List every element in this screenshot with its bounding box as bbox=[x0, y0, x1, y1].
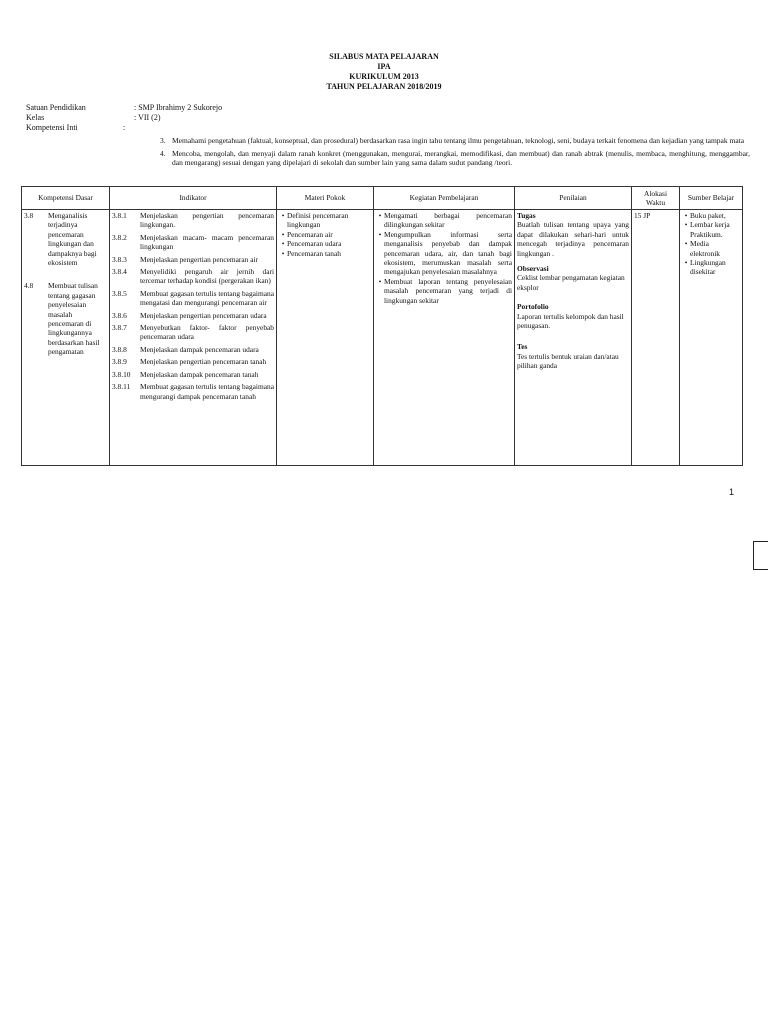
materi-cell bbox=[277, 210, 374, 466]
kegiatan-item: • Mengumpulkan informasi serta menganalisis penyebab dan dampak pencemaran udara, air, dan tanah bagi ekosistem, merumuskan masalah serta mengajukan penyelesaian masalahnya bbox=[378, 229, 512, 277]
materi-item: • Definisi pencemaran lingkungan bbox=[281, 211, 349, 230]
header-kd: Kompetensi Dasar bbox=[22, 187, 110, 210]
table-row bbox=[22, 210, 743, 466]
header-kegiatan: Kegiatan Pembelajaran bbox=[374, 187, 515, 210]
indikator-item: 3.8.8 Menjelaskan dampak pencemaran udara bbox=[112, 344, 259, 354]
title-line-3: KURIKULUM 2013 bbox=[349, 72, 419, 81]
sumber-item: • Lingkungan disekitar bbox=[684, 258, 726, 277]
page-number: 1 bbox=[729, 487, 735, 497]
ki-text: Mencoba, mengolah, dan menyaji dalam ranah konkret (menggunakan, mengurai, merangkai, memodifikasi, dan membuat) dan ranah abtrak (menulis, membaca, menghitung, menggambar, dan mengarang) sesuai dengan yang dipelajari di sekolah dan sumber lain yang sama dalam sudut pandang /teori. bbox=[172, 148, 750, 167]
materi-item: • Pencemaran air bbox=[281, 229, 333, 239]
sumber-cell bbox=[680, 210, 743, 466]
document-title bbox=[0, 52, 768, 92]
penilaian-heading: Tugas bbox=[517, 211, 536, 220]
penilaian-text: Laporan tertulis kelompok dan hasil penugasan. bbox=[517, 311, 624, 331]
satuan-label: Satuan Pendidikan bbox=[26, 103, 86, 112]
indikator-item: 3.8.11 Membuat gagasan tertulis tentang bagaimana mengurangi dampak pencemaran tanah bbox=[112, 382, 274, 401]
kd-item: 3.8 Menganalisis terjadinya pencemaran lingkungan dan dampaknya bagi ekosistem bbox=[24, 211, 97, 268]
title-line-1: SILABUS MATA PELAJARAN bbox=[329, 52, 439, 61]
penilaian-text: Ceklist lembar pengamatan kegiatan eksplor bbox=[517, 273, 625, 292]
satuan-value: : SMP Ibrahimy 2 Sukorejo bbox=[134, 103, 223, 112]
header-materi: Materi Pokok bbox=[277, 187, 374, 210]
penilaian-cell bbox=[515, 210, 632, 466]
ki-number: 4. bbox=[160, 148, 166, 158]
kelas-value: : VII (2) bbox=[134, 113, 161, 122]
indikator-item: 3.8.3 Menjelaskan pengertian pencemaran air bbox=[112, 254, 258, 264]
header-penilaian: Penilaian bbox=[515, 187, 632, 210]
syllabus-table bbox=[21, 186, 743, 466]
indikator-item: 3.8.6 Menjelaskan pengertian pencemaran udara bbox=[112, 310, 267, 320]
kelas-label: Kelas bbox=[26, 113, 45, 122]
title-line-4: TAHUN PELAJARAN 2018/2019 bbox=[326, 82, 442, 91]
penilaian-heading: Observasi bbox=[517, 264, 549, 274]
ki-item bbox=[160, 136, 750, 146]
ki-colon: : bbox=[123, 123, 126, 132]
indikator-item: 3.8.5 Membuat gagasan tertulis tentang bagaimana mengatasi dan mengurangi pencemaran air bbox=[112, 288, 274, 308]
penilaian-text: Tes tertulis bentuk uraian dan/atau pilihan ganda bbox=[517, 351, 619, 371]
penilaian-heading: Tes bbox=[517, 342, 528, 352]
indikator-cell bbox=[110, 210, 277, 466]
ki-label: Kompetensi Inti bbox=[26, 123, 78, 132]
indikator-item: 3.8.9 Menjelaskan pengertian pencemaran tanah bbox=[112, 357, 267, 367]
penilaian-heading: Portofolio bbox=[517, 302, 549, 312]
kegiatan-item: • Mengamati berbagai pencemaran dilingkungan sekitar bbox=[378, 211, 512, 230]
kd-cell bbox=[22, 210, 110, 466]
penilaian-text: Buatlah tulisan tentang upaya yang dapat dilakukan sehari-hari untuk mencegah terjadinya pencemaran lingkungan . bbox=[517, 220, 629, 258]
header-indikator: Indikator bbox=[110, 187, 277, 210]
indikator-item: 3.8.7 Menyebutkan faktor- faktor penyebab pencemaran udara bbox=[112, 323, 274, 342]
indikator-item: 3.8.2 Menjelaskan macam- macam pencemaran lingkungan bbox=[112, 232, 274, 252]
ki-text: Memahami pengetahuan (faktual, konseptual, dan prosedural) berdasarkan rasa ingin tahu tentang ilmu pengetahuan, teknologi, seni, budaya terkait fenomena dan kejadian yang tampak mata bbox=[172, 136, 745, 145]
kegiatan-item: • Membuat laporan tentang penyelesaian masalah pencemaran yang terjadi di lingkungan sekitar bbox=[378, 276, 512, 305]
sumber-item: • Buku paket, bbox=[684, 211, 726, 220]
indikator-item: 3.8.1 Menjelaskan pengertian pencemaran lingkungan. bbox=[112, 211, 274, 230]
indikator-item: 3.8.4 Menyelidiki pengaruh air jernih dari tercemar terhadap kondisi (pergerakan ikan) bbox=[112, 267, 274, 286]
ki-number: 3. bbox=[160, 136, 166, 145]
header-sumber: Sumber Belajar bbox=[680, 187, 743, 210]
kegiatan-cell bbox=[374, 210, 515, 466]
kd-item: 4.8 Membuat tulisan tentang gagasan penyelesaian masalah pencemaran di lingkungannya berdasarkan hasil pengamatan bbox=[24, 281, 100, 357]
table-header-row bbox=[22, 187, 743, 210]
sumber-item: • Lembar kerja Praktikum. bbox=[684, 220, 730, 239]
title-line-2: IPA bbox=[377, 62, 391, 71]
alokasi-cell: 15 JP bbox=[632, 210, 680, 466]
materi-item: • Pencemaran tanah bbox=[281, 248, 341, 258]
sumber-item: • Media elektronik bbox=[684, 239, 720, 258]
header-alokasi: Alokasi Waktu bbox=[632, 187, 680, 210]
viewer-edge-handle[interactable] bbox=[753, 541, 768, 570]
materi-item: • Pencemaran udara bbox=[281, 239, 342, 249]
kompetensi-inti-list bbox=[160, 136, 750, 171]
ki-item bbox=[160, 149, 750, 168]
meta-info bbox=[26, 103, 434, 133]
indikator-item: 3.8.10 Menjelaskan dampak pencemaran tanah bbox=[112, 369, 259, 379]
